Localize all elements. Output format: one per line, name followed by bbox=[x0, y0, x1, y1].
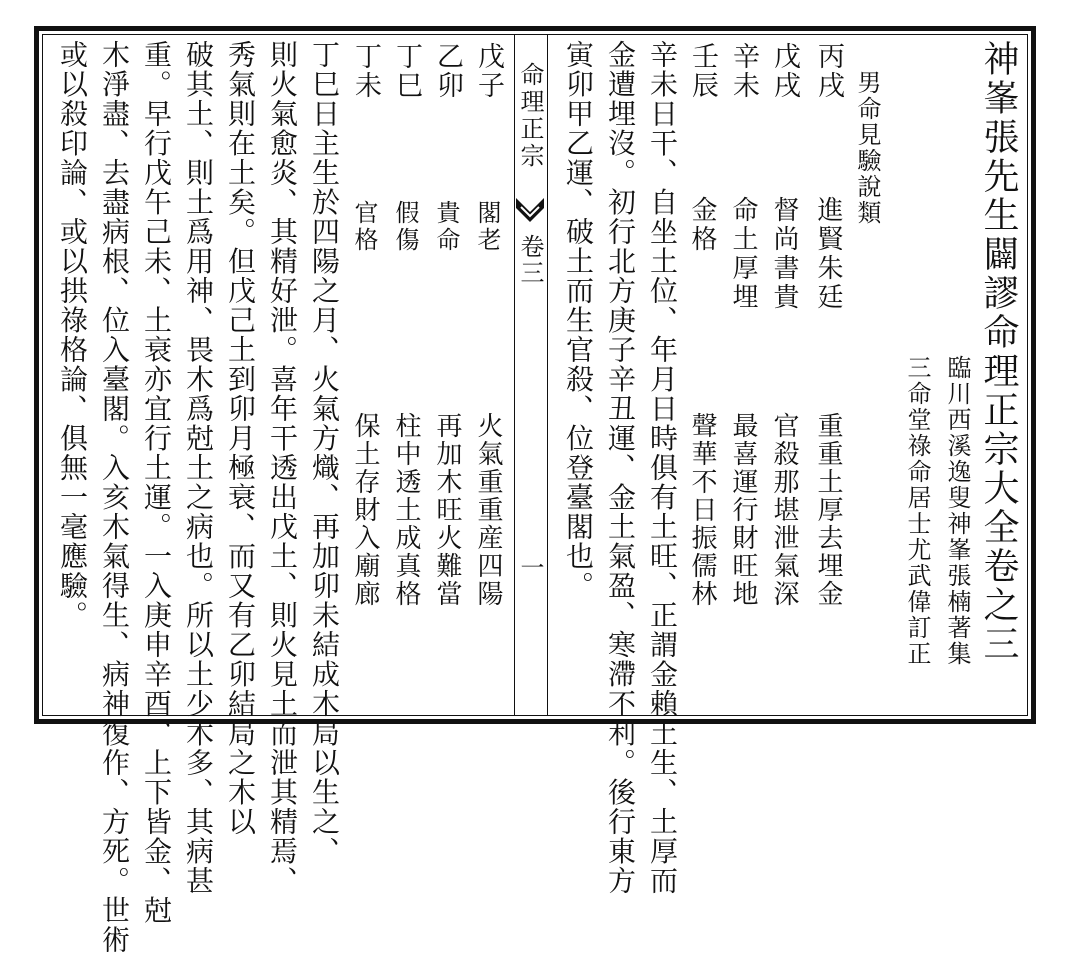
poem-line: 再加木旺火難當 bbox=[432, 412, 462, 608]
commentary-line: 寅卯甲乙運、破土而生官殺、位登臺閣也。 bbox=[562, 40, 595, 601]
poem-line: 保土存財入廟廊 bbox=[350, 412, 380, 608]
case-label: 貴命 bbox=[432, 200, 460, 254]
pillar-hour: 壬辰 bbox=[687, 42, 718, 100]
pillar-month: 戊戌 bbox=[769, 42, 800, 100]
poem-line: 柱中透土成真格 bbox=[391, 412, 421, 608]
commentary-line: 秀氣則在土矣。但戊己土到卯月極衰、而又有乙卯結局之木以 bbox=[224, 40, 257, 837]
pillar-month: 乙卯 bbox=[432, 42, 463, 100]
pillar-day: 丁巳 bbox=[391, 42, 422, 100]
commentary-line: 木淨盡、去盡病根、位入臺閣。入亥木氣得生、病神復作、方死。世術 bbox=[98, 40, 131, 955]
author-line: 臨川西溪逸叟神峯張楠著集 bbox=[943, 355, 971, 667]
poem-line: 重重土厚去埋金 bbox=[813, 412, 843, 608]
spine-rule-left bbox=[547, 34, 548, 716]
commentary-line: 丁巳日主生於四陽之月、火氣方熾、再加卯未結成木局以生之、 bbox=[308, 40, 341, 866]
pillar-hour: 丁未 bbox=[350, 42, 381, 100]
case-label: 閣老 bbox=[473, 200, 501, 254]
poem-line: 最喜運行財旺地 bbox=[728, 412, 758, 608]
commentary-line: 辛未日干、自坐土位、年月日時俱有土旺、正謂金賴土生、土厚而 bbox=[646, 40, 679, 896]
editor-line: 三命堂祿命居士尤武偉訂正 bbox=[903, 355, 931, 667]
case-name: 進賢朱廷 bbox=[813, 196, 843, 312]
poem-line: 官殺那堪泄氣深 bbox=[769, 412, 799, 608]
commentary-line: 重。早行戊午己未、土衰亦宜行土運。一入庚申辛酉、上下皆金、尅 bbox=[140, 40, 173, 925]
page-title: 神峯張先生闢謬命理正宗大全卷之三 bbox=[978, 40, 1019, 664]
section-heading: 男命見驗說類 bbox=[853, 70, 881, 226]
commentary-line: 破其土、則土爲用神、畏木爲尅土之病也。所以土少木多、其病甚 bbox=[182, 40, 215, 896]
poem-line: 火氣重重産四陽 bbox=[473, 412, 503, 608]
pillar-day: 辛未 bbox=[728, 42, 759, 100]
case-pattern: 金格 bbox=[687, 196, 717, 254]
poem-line: 聲華不日振儒林 bbox=[687, 412, 717, 608]
commentary-line: 或以殺印論、或以拱祿格論、俱無一毫應驗。 bbox=[56, 40, 89, 630]
commentary-line: 金遭埋沒。初行北方庚子辛丑運、金土氣盈、寒滯不利。後行東方 bbox=[604, 40, 637, 896]
spine-book-title: 命理正宗 bbox=[516, 62, 544, 170]
case-note: 命土厚埋 bbox=[728, 196, 758, 312]
pillar-year: 戊子 bbox=[473, 42, 504, 100]
spine-page-number: 一 bbox=[516, 555, 544, 579]
pillar-year: 丙戌 bbox=[813, 42, 844, 100]
spine-rule-right bbox=[514, 34, 515, 716]
spine-volume: 卷三 bbox=[516, 234, 544, 286]
fish-tail-mark bbox=[515, 196, 545, 228]
commentary-line: 則火氣愈炎、其精好泄。喜年干透出戊土、則火見土而泄其精焉、 bbox=[266, 40, 299, 896]
case-title: 督尚書貴 bbox=[769, 196, 799, 312]
case-label: 假傷 bbox=[391, 200, 419, 254]
case-label: 官格 bbox=[350, 200, 378, 254]
